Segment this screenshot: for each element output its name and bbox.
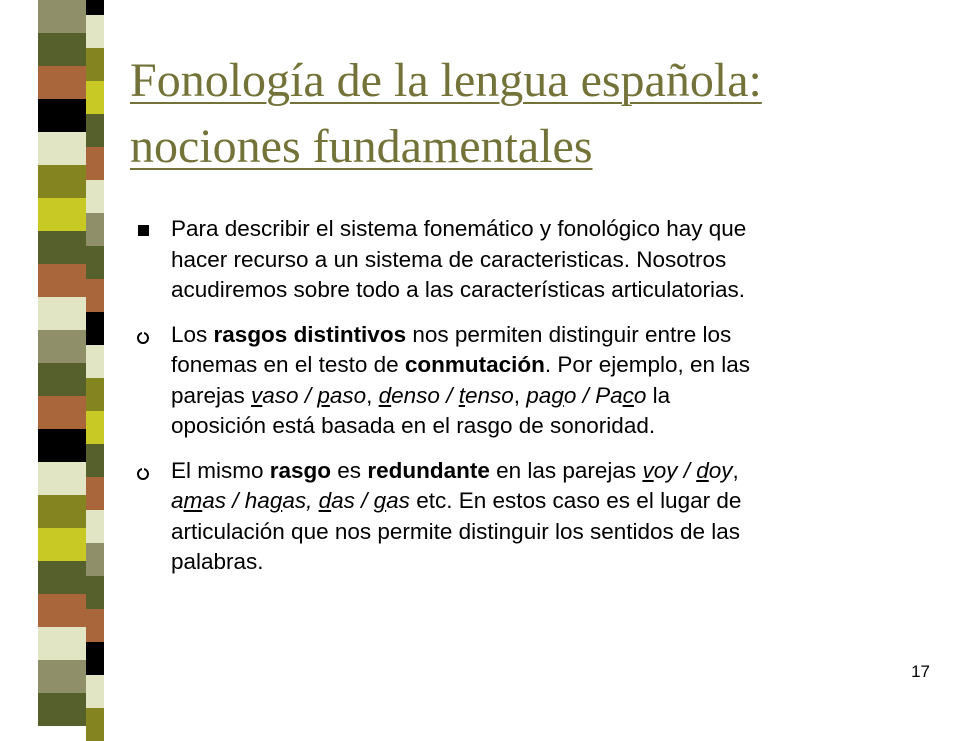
text-line xyxy=(171,547,924,578)
text-line xyxy=(171,411,924,442)
stripe-block xyxy=(86,246,104,279)
text-run: d xyxy=(378,382,392,408)
text-run: as xyxy=(386,488,410,513)
text-run: , xyxy=(732,457,739,483)
stripe-block xyxy=(86,279,104,312)
text-run: g xyxy=(269,488,283,513)
stripe-block xyxy=(38,594,86,627)
text-line xyxy=(171,456,924,487)
bullet-item-1 xyxy=(134,214,924,306)
stripe-block xyxy=(86,477,104,510)
page-number: 17 xyxy=(911,662,930,681)
decorative-stripe-bar xyxy=(0,0,110,720)
text-run: , xyxy=(513,382,527,408)
circle-bullet-icon xyxy=(137,332,149,344)
title-line-2: nociones fundamentales xyxy=(130,120,593,173)
stripe-block xyxy=(38,66,86,99)
stripe-block xyxy=(38,528,86,561)
text-run: hacer recurso a un sistema de caracteristicas. Nosotros xyxy=(171,246,727,272)
stripe-block xyxy=(38,330,86,363)
text-run: o / Pa xyxy=(563,382,623,408)
text-run: Los xyxy=(171,321,214,347)
stripe-block xyxy=(38,264,86,297)
bullet-item-3 xyxy=(134,456,924,578)
text-run: etc. En estos caso es el lugar de xyxy=(409,488,742,513)
text-run: la xyxy=(646,382,671,408)
text-line xyxy=(171,275,924,306)
stripe-block xyxy=(86,609,104,642)
text-run: oposición está basada en el rasgo de sonoridad. xyxy=(171,413,656,438)
text-run: enso / xyxy=(391,382,459,408)
stripe-block xyxy=(86,15,104,48)
square-bullet-icon xyxy=(138,225,149,236)
stripe-block xyxy=(38,99,86,132)
stripe-block xyxy=(38,693,86,726)
text-run: m xyxy=(183,488,203,513)
stripe-block xyxy=(38,33,86,66)
stripe-block xyxy=(38,198,86,231)
bullet-item-2 xyxy=(134,320,924,442)
text-run: aso / xyxy=(262,382,318,408)
stripe-block xyxy=(86,411,104,444)
stripe-block xyxy=(86,0,104,15)
text-run: redundante xyxy=(367,457,490,483)
stripe-block xyxy=(86,81,104,114)
stripe-block xyxy=(38,561,86,594)
text-run: fonemas en el testo de xyxy=(171,352,405,377)
text-run: pa xyxy=(526,382,552,408)
text-line xyxy=(171,486,924,517)
text-run: es xyxy=(331,457,368,483)
stripe-block xyxy=(86,48,104,81)
text-run: v xyxy=(642,457,654,483)
text-run: as / ha xyxy=(202,488,270,513)
text-run: articulación que nos permite distinguir los sentidos de las xyxy=(171,518,741,544)
stripe-block xyxy=(38,132,86,165)
bullet-text xyxy=(171,320,924,442)
stripe-block xyxy=(86,642,104,675)
stripe-block xyxy=(38,627,86,660)
stripe-block xyxy=(38,363,86,396)
text-run: t xyxy=(458,382,465,408)
stripe-block xyxy=(38,462,86,495)
text-run: conmutación xyxy=(404,352,545,377)
stripe-block xyxy=(38,297,86,330)
stripe-block xyxy=(86,345,104,378)
text-run: nos permiten distinguir entre los xyxy=(406,321,732,347)
text-run: en las parejas xyxy=(489,457,643,483)
text-run: El mismo xyxy=(171,457,270,483)
text-line xyxy=(171,381,924,412)
text-run: a xyxy=(171,488,184,513)
stripe-block xyxy=(86,114,104,147)
stripe-block xyxy=(86,147,104,180)
text-run: enso xyxy=(464,382,514,408)
text-run: c xyxy=(622,382,634,408)
stripe-block xyxy=(38,0,86,33)
stripe-block xyxy=(86,675,104,708)
text-run: aso xyxy=(329,382,367,408)
slide-body xyxy=(134,214,924,578)
text-run: acudiremos sobre todo a las características articulatorias. xyxy=(171,277,746,302)
stripe-block xyxy=(86,444,104,477)
text-run: d xyxy=(318,488,332,513)
text-run: g xyxy=(373,488,387,513)
text-run: rasgo xyxy=(269,457,332,483)
stripe-block xyxy=(38,231,86,264)
bullet-text xyxy=(171,456,924,578)
text-run: . Por ejemplo, en las xyxy=(544,352,751,377)
text-run: oy / xyxy=(653,457,697,483)
title-line-1: Fonología de la lengua española: xyxy=(130,54,762,107)
slide-title xyxy=(130,48,930,180)
text-run: v xyxy=(251,382,263,408)
stripe-block xyxy=(86,378,104,411)
stripe-block xyxy=(38,396,86,429)
text-line xyxy=(171,517,924,548)
stripe-block xyxy=(38,429,86,462)
circle-bullet-icon xyxy=(137,468,149,480)
bullet-text xyxy=(171,214,924,306)
text-run: parejas xyxy=(171,382,252,408)
stripe-block xyxy=(38,495,86,528)
text-run: Para describir el sistema fonemático y fonológico hay que xyxy=(171,216,747,241)
stripe-block xyxy=(86,510,104,543)
text-line xyxy=(171,245,924,276)
text-line xyxy=(171,350,924,381)
stripe-block xyxy=(86,312,104,345)
stripe-block xyxy=(86,708,104,741)
stripe-block xyxy=(86,576,104,609)
text-line xyxy=(171,214,924,245)
text-run: g xyxy=(551,382,564,408)
text-run: o xyxy=(633,382,647,408)
text-run: as, xyxy=(282,488,313,513)
text-run: palabras. xyxy=(171,549,264,574)
text-line xyxy=(171,320,924,351)
stripe-block xyxy=(86,543,104,576)
text-run: rasgos distintivos xyxy=(213,321,407,347)
text-run: , xyxy=(366,382,379,408)
stripe-block xyxy=(38,165,86,198)
stripe-block xyxy=(86,213,104,246)
text-run: as / xyxy=(331,488,374,513)
text-run: oy xyxy=(708,457,733,483)
text-run: d xyxy=(696,457,709,483)
stripe-block xyxy=(38,660,86,693)
text-run: p xyxy=(317,382,330,408)
stripe-block xyxy=(86,180,104,213)
